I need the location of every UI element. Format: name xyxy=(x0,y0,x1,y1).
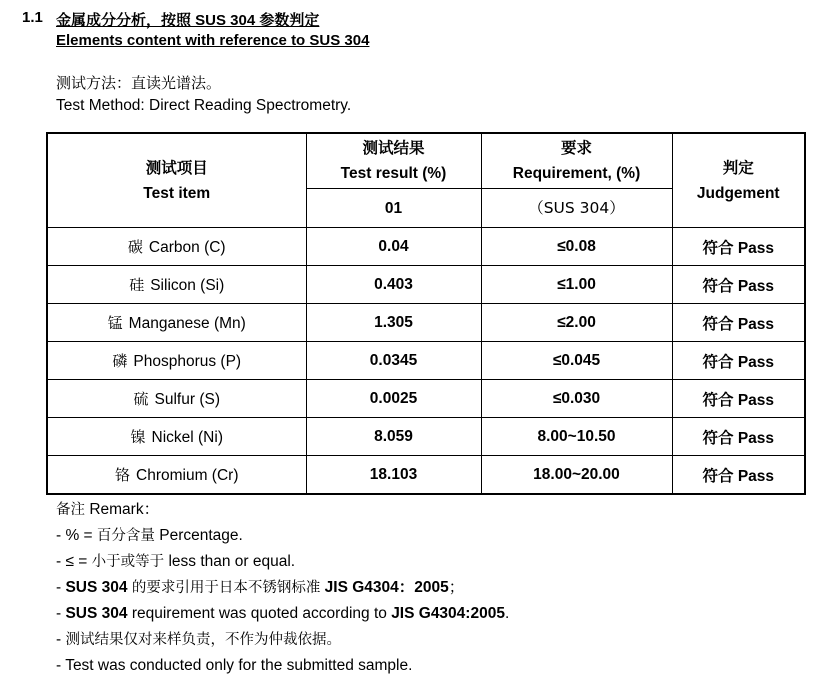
remark-bullet: - xyxy=(56,605,66,622)
test-method-zh: 测试方法：直读光谱法。 xyxy=(56,74,222,92)
judgement-zh: 符合 xyxy=(702,466,734,485)
remark-code: JIS G4304：2005 xyxy=(324,579,449,596)
item-en: Chromium (Cr) xyxy=(136,467,239,484)
remark-title-zh: 备注 xyxy=(56,502,85,518)
item-zh: 硅 xyxy=(129,276,145,294)
item-cell xyxy=(47,418,306,456)
header-judgement-zh: 判定 xyxy=(722,159,754,177)
requirement-cell: ≤0.08 xyxy=(481,228,672,266)
judgement-cell xyxy=(672,266,805,304)
result-cell: 0.403 xyxy=(306,266,481,304)
result-cell: 0.0345 xyxy=(306,342,481,380)
remark-en: Percentage. xyxy=(159,527,243,544)
item-en: Sulfur (S) xyxy=(154,391,220,408)
item-zh: 硫 xyxy=(133,390,149,408)
results-table xyxy=(46,132,806,495)
result-cell: 8.059 xyxy=(306,418,481,456)
remark-end: . xyxy=(504,605,510,622)
remark-title xyxy=(56,497,509,523)
remark-zh: 测试结果仅对来样负责，不作为仲裁依据。 xyxy=(65,632,341,648)
result-cell: 1.305 xyxy=(306,304,481,342)
item-cell xyxy=(47,304,306,342)
table-row xyxy=(47,304,805,342)
remarks xyxy=(56,497,509,679)
item-en: Silicon (Si) xyxy=(150,277,225,294)
test-method-en: Test Method: Direct Reading Spectrometry. xyxy=(56,97,352,114)
judgement-en: Pass xyxy=(737,239,775,257)
judgement-zh: 符合 xyxy=(702,428,734,447)
judgement-en: Pass xyxy=(737,467,775,485)
result-cell: 0.0025 xyxy=(306,380,481,418)
remark-percentage xyxy=(56,523,509,549)
section-title-en: Elements content with reference to SUS 304 xyxy=(56,32,370,49)
item-en: Manganese (Mn) xyxy=(128,315,246,332)
header-sample-id: 01 xyxy=(306,189,481,228)
judgement-cell xyxy=(672,418,805,456)
judgement-en: Pass xyxy=(737,277,775,295)
remark-bullet: - ≤ = xyxy=(56,553,92,570)
result-cell: 0.04 xyxy=(306,228,481,266)
judgement-zh: 符合 xyxy=(702,238,734,257)
item-en: Carbon (C) xyxy=(148,239,226,256)
item-cell xyxy=(47,380,306,418)
judgement-cell xyxy=(672,342,805,380)
judgement-en: Pass xyxy=(737,353,775,371)
remark-bullet: - xyxy=(56,579,66,596)
remark-bullet: - % = xyxy=(56,527,97,544)
remark-zh: 的要求引用于日本不锈钢标准 xyxy=(131,580,321,596)
remark-sample-zh xyxy=(56,627,509,653)
header-judgement xyxy=(672,133,805,228)
item-en: Nickel (Ni) xyxy=(151,429,223,446)
item-en: Phosphorus (P) xyxy=(133,353,242,370)
table-row xyxy=(47,266,805,304)
item-zh: 磷 xyxy=(112,352,128,370)
header-requirement-zh: 要求 xyxy=(560,140,592,157)
header-test-item-zh: 测试项目 xyxy=(145,159,208,177)
remark-en: less than or equal. xyxy=(168,553,296,570)
remark-standard: SUS 304 xyxy=(65,579,128,596)
remark-code: JIS G4304:2005 xyxy=(391,605,505,622)
judgement-en: Pass xyxy=(737,315,775,333)
judgement-cell xyxy=(672,228,805,266)
judgement-en: Pass xyxy=(737,391,775,409)
remark-standard: SUS 304 xyxy=(65,605,128,622)
table-row xyxy=(47,342,805,380)
item-cell xyxy=(47,456,306,495)
table-row xyxy=(47,380,805,418)
remark-standard-zh xyxy=(56,575,509,601)
header-test-item xyxy=(47,133,306,228)
judgement-en: Pass xyxy=(737,429,775,447)
remark-end: ； xyxy=(448,579,465,596)
judgement-zh: 符合 xyxy=(702,314,734,333)
item-zh: 铬 xyxy=(115,466,131,484)
requirement-cell: ≤0.045 xyxy=(481,342,672,380)
result-cell: 18.103 xyxy=(306,456,481,495)
judgement-cell xyxy=(672,304,805,342)
remark-zh: 小于或等于 xyxy=(91,554,165,570)
table-row xyxy=(47,228,805,266)
header-test-result xyxy=(306,133,481,189)
header-test-result-en: Test result (%) xyxy=(340,165,447,182)
item-zh: 碳 xyxy=(127,238,143,256)
table-row xyxy=(47,456,805,495)
judgement-zh: 符合 xyxy=(702,390,734,409)
remark-bullet: - xyxy=(56,631,66,648)
item-zh: 镍 xyxy=(130,428,146,446)
table-row xyxy=(47,418,805,456)
requirement-cell: 18.00~20.00 xyxy=(481,456,672,495)
remark-standard-en xyxy=(56,601,509,627)
section-title-zh: 金属成分分析，按照 SUS 304 参数判定 xyxy=(56,12,320,29)
header-judgement-en: Judgement xyxy=(696,184,780,202)
judgement-cell xyxy=(672,456,805,495)
header-standard: （SUS 304） xyxy=(481,189,672,228)
item-zh: 锰 xyxy=(107,314,123,332)
requirement-cell: 8.00~10.50 xyxy=(481,418,672,456)
header-requirement-en: Requirement, (%) xyxy=(512,165,641,182)
remark-zh: 百分含量 xyxy=(96,528,155,544)
header-test-result-zh: 测试结果 xyxy=(362,140,425,157)
remark-en: requirement was quoted according to xyxy=(131,605,387,622)
judgement-zh: 符合 xyxy=(702,352,734,371)
remark-title-en: Remark： xyxy=(89,501,160,518)
requirement-cell: ≤1.00 xyxy=(481,266,672,304)
section-number: 1.1 xyxy=(22,9,43,26)
header-test-item-en: Test item xyxy=(143,184,211,202)
remark-less-equal xyxy=(56,549,509,575)
requirement-cell: ≤0.030 xyxy=(481,380,672,418)
judgement-cell xyxy=(672,380,805,418)
remark-sample-en: - Test was conducted only for the submitted sample. xyxy=(56,657,413,674)
judgement-zh: 符合 xyxy=(702,276,734,295)
item-cell xyxy=(47,228,306,266)
item-cell xyxy=(47,266,306,304)
header-requirement xyxy=(481,133,672,189)
item-cell xyxy=(47,342,306,380)
requirement-cell: ≤2.00 xyxy=(481,304,672,342)
